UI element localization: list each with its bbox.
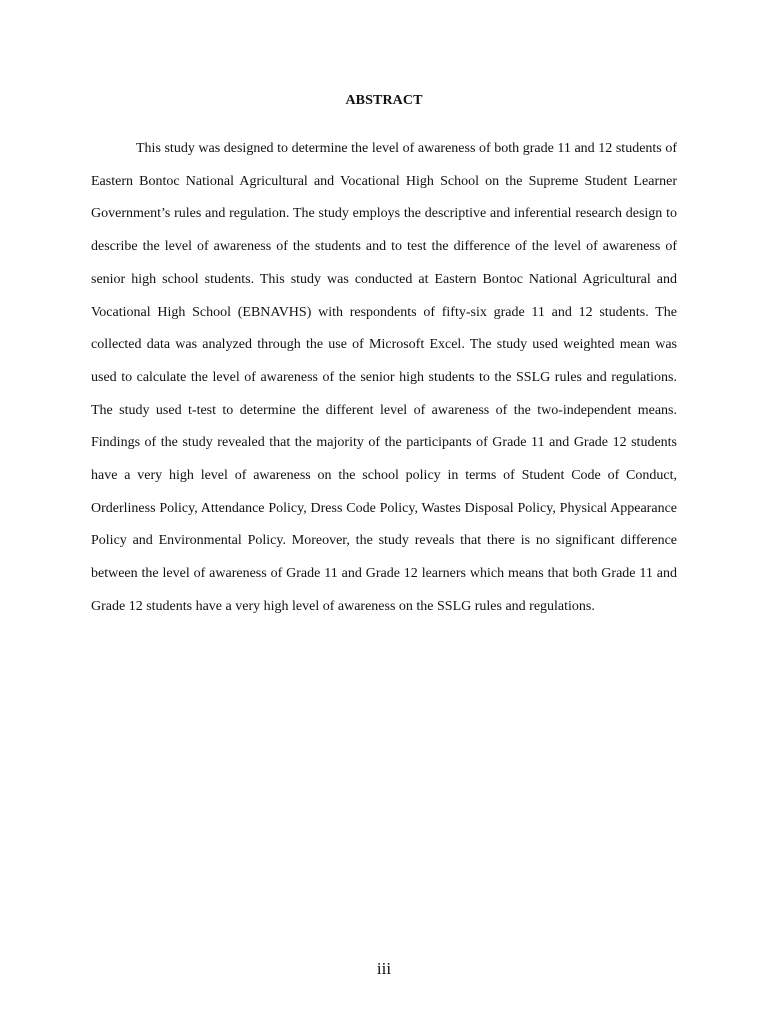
abstract-paragraph: This study was designed to determine the level of awareness of both grade 11 and 12 students of Eastern Bontoc National Agricultural and Vocational High School on the Supreme Student Learner Government’s rules and regulation. The study employs the descriptive and inferential research design to describe the level of awareness of the students and to test the difference of the level of awareness of senior high school students. This study was conducted at Eastern Bontoc National Agricultural and Vocational High School (EBNAVHS) with respondents of fifty-six grade 11 and 12 students. The collected data was analyzed through the use of Microsoft Excel. The study used weighted mean was used to calculate the level of awareness of the senior high students to the SSLG rules and regulations. The study used t-test to determine the different level of awareness of the two-independent means. Findings of the study revealed that the majority of the participants of Grade 11 and Grade 12 students have a very high level of awareness on the school policy in terms of Student Code of Conduct, Orderliness Policy, Attendance Policy, Dress Code Policy, Wastes Disposal Policy, Physical Appearance Policy and Environmental Policy. Moreover, the study reveals that there is no significant difference between the level of awareness of Grade 11 and Grade 12 learners which means that both Grade 11 and Grade 12 students have a very high level of awareness on the SSLG rules and regulations. [91, 141, 677, 614]
page-number: iii [376, 959, 392, 978]
abstract-heading: ABSTRACT [345, 93, 423, 108]
